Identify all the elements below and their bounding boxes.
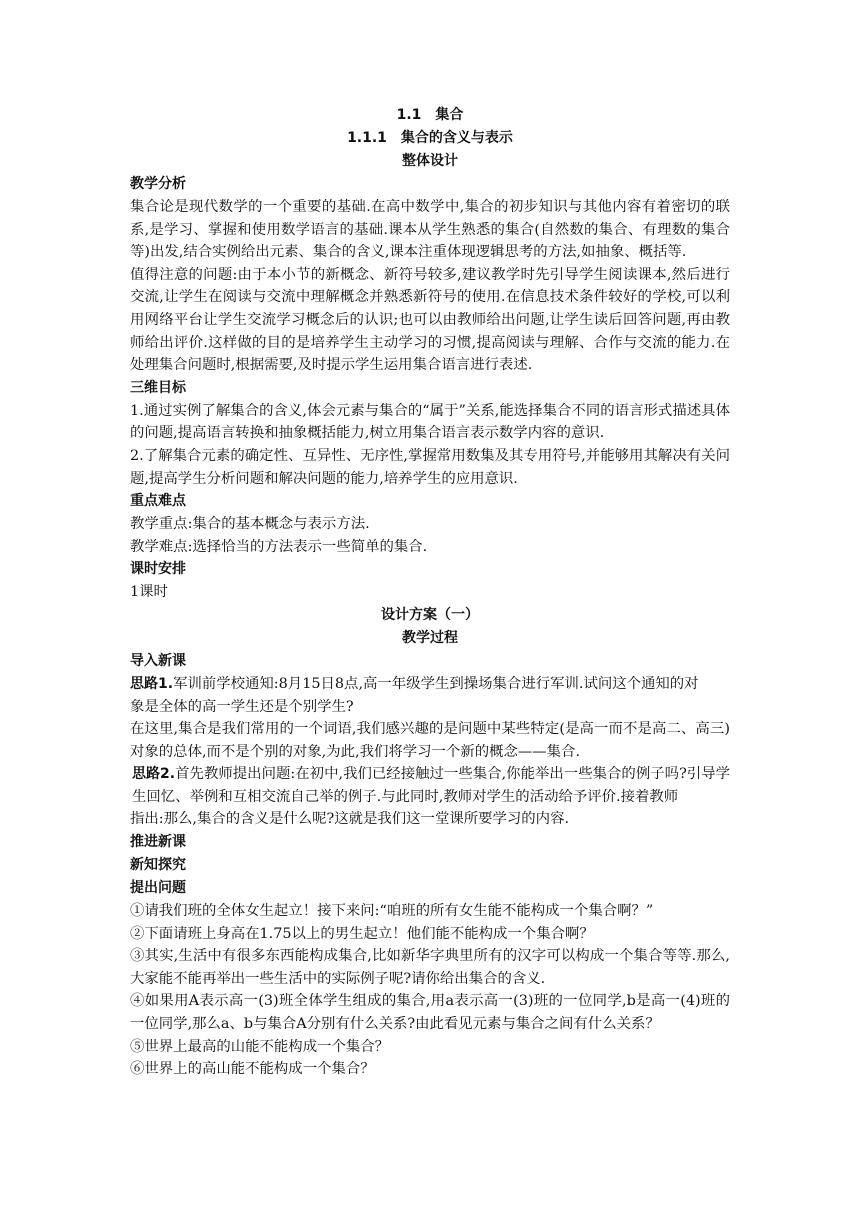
question-3: ③其实,生活中有很多东西能构成集合,比如新华字典里所有的汉字可以构成一个集合等等.那么,大家能不能再举出一些生活中的实际例子呢?请你给出集合的含义. xyxy=(130,948,730,987)
goal-2: 2.了解集合元素的确定性、互异性、无序性,掌握常用数集及其专用符号,并能够用其解决有关问题,提高学生分析问题和解决问题的能力,培养学生的应用意识. xyxy=(130,447,730,487)
analysis-paragraph-1: 集合论是现代数学的一个重要的基础.在高中数学中,集合的初步知识与其他内容有着密切的联系,是学习、掌握和使用数学语言的基础.课本从学生熟悉的集合(自然数的集合、有理数的集合等)出发,结合实例给出元素、集合的含义,课本注重体现逻辑思考的方法,如抽象、概括等. xyxy=(130,199,730,261)
plan-title: 设计方案（一） xyxy=(381,606,479,623)
idea-2-line-2: 指出:那么,集合的含义是什么呢?这就是我们这一堂课所要学习的内容. xyxy=(130,811,570,828)
intro-heading: 导入新课 xyxy=(130,652,186,669)
goals-heading: 三维目标 xyxy=(130,379,186,396)
key-point-difficulty: 教学难点:选择恰当的方法表示一些简单的集合. xyxy=(130,538,428,555)
section-title: 1.1 集合 xyxy=(396,107,464,123)
idea-2-label: 思路2. xyxy=(132,766,176,783)
analysis-heading: 教学分析 xyxy=(130,176,186,192)
idea-1-followup: 在这里,集合是我们常用的一个词语,我们感兴趣的是问题中某些特定(是高一而不是高二、高三)对象的总体,而不是个别的对象,为此,我们将学习一个新的概念——集合. xyxy=(130,721,730,760)
new-lesson-heading: 推进新课 xyxy=(130,834,186,851)
questions-heading: 提出问题 xyxy=(130,880,186,897)
explore-heading: 新知探究 xyxy=(130,857,186,874)
goal-1: 1.通过实例了解集合的含义,体会元素与集合的“属于”关系,能选择集合不同的语言形式描述具体的问题,提高语言转换和抽象概括能力,树立用集合语言表示数学内容的意识. xyxy=(130,402,730,442)
process-title: 教学过程 xyxy=(402,629,458,646)
idea-1-text: 军训前学校通知:8月15日8点,高一年级学生到操场集合进行军训.试问这个通知的对 xyxy=(173,675,699,692)
subsection-title: 1.1.1 集合的含义与表示 xyxy=(347,130,513,146)
idea-2-text: 首先教师提出问题:在初中,我们已经接触过一些集合,你能举出一些集合的例子吗?引导学生回忆、举例和互相交流自己举的例子.与此同时,教师对学生的活动给予评价.接着教师 xyxy=(132,766,731,805)
key-points-heading: 重点难点 xyxy=(130,493,186,510)
schedule-heading: 课时安排 xyxy=(130,561,186,578)
question-6: ⑥世界上的高山能不能构成一个集合？ xyxy=(130,1061,375,1078)
question-5: ⑤世界上最高的山能不能构成一个集合？ xyxy=(130,1038,390,1055)
question-2: ②下面请班上身高在1.75以上的男生起立！他们能不能构成一个集合啊？ xyxy=(130,925,594,942)
idea-1-line-1 xyxy=(130,673,730,696)
analysis-paragraph-2: 值得注意的问题:由于本小节的新概念、新符号较多,建议教学时先引导学生阅读课本,然后进行交流,让学生在阅读与交流中理解概念并熟悉新符号的使用.在信息技术条件较好的学校,可以利用网络平台让学生交流学习概念后的认识;也可以由教师给出问题,让学生读后回答问题,再由教师给出评价.这样做的目的是培养学生主动学习的习惯,提高阅读与理解、合作与交流的能力.在处理集合问题时,根据需要,及时提示学生运用集合语言进行表述. xyxy=(130,266,730,374)
design-title: 整体设计 xyxy=(402,153,458,169)
document-page xyxy=(130,104,730,1081)
idea-2-line-1 xyxy=(132,763,730,808)
idea-1-label: 思路1. xyxy=(130,675,174,692)
schedule-value: 1课时 xyxy=(130,584,168,601)
idea-1-line-2: 象是全体的高一学生还是个别学生? xyxy=(130,698,354,715)
key-point-focus: 教学重点:集合的基本概念与表示方法. xyxy=(130,516,370,533)
question-4: ④如果用A表示高一(3)班全体学生组成的集合,用a表示高一(3)班的一位同学,b是高一(4)班的一位同学,那么a、b与集合A分别有什么关系?由此看见元素与集合之间有什么关系？ xyxy=(130,993,730,1033)
question-1: ①请我们班的全体女生起立！接下来问:“咱班的所有女生能不能构成一个集合啊？” xyxy=(130,903,654,920)
